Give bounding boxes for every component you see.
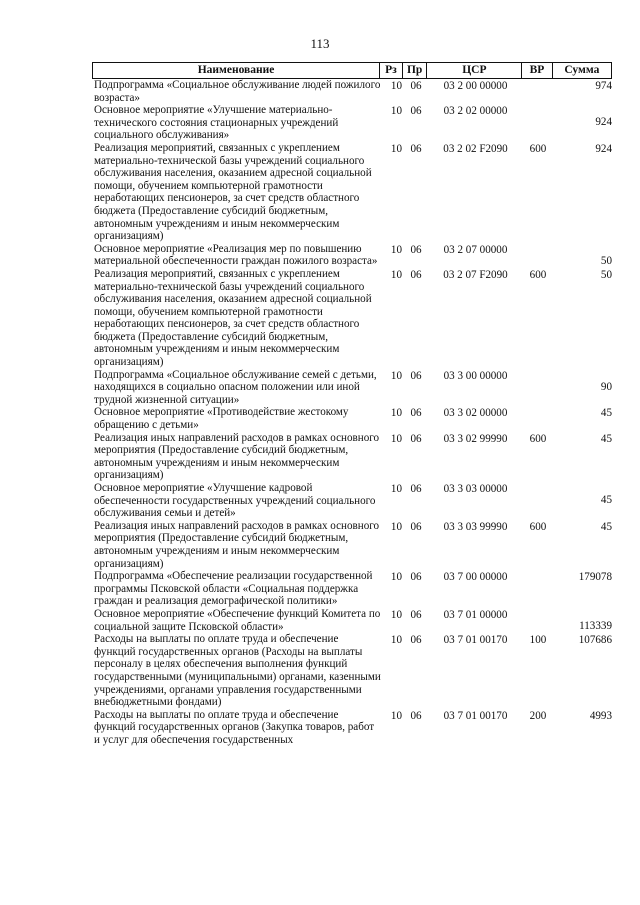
- row-pr: 06: [410, 432, 422, 445]
- row-rz: 10: [390, 268, 402, 281]
- row-sum: 45: [600, 407, 612, 420]
- row-rz: 10: [390, 369, 402, 382]
- row-pr: 06: [410, 571, 422, 584]
- row-sum: 45: [600, 520, 612, 533]
- row-sum: 45: [600, 494, 612, 506]
- row-vr: [523, 482, 553, 483]
- page-number: 113: [310, 36, 330, 51]
- row-csr: 03 7 01 00000: [443, 608, 508, 621]
- row-pr: 06: [410, 483, 422, 495]
- table-row: [92, 406, 612, 431]
- table-row: [92, 520, 612, 570]
- row-csr: 03 2 07 00000: [443, 243, 508, 256]
- row-pr: 06: [410, 520, 422, 533]
- row-csr: 03 7 00 00000: [443, 571, 508, 584]
- table-row: [92, 104, 612, 142]
- row-rz: 10: [390, 571, 402, 584]
- row-sum: 974: [595, 80, 612, 92]
- row-pr: 06: [410, 634, 422, 647]
- table-row: [92, 142, 612, 243]
- header-pr: Пр: [402, 63, 427, 78]
- row-name: Подпрограмма «Обеспечение реализации государственной программы Псковской области «Социальная поддержка граждан и реализация демографической политики»: [94, 570, 373, 608]
- table-row: [92, 369, 612, 407]
- table-row: [92, 432, 612, 482]
- row-pr: 06: [410, 709, 422, 722]
- row-csr: 03 3 02 99990: [443, 432, 508, 445]
- row-rz: 10: [390, 709, 402, 722]
- row-name: Реализация мероприятий, связанных с укреплением материально-технической базы учреждений социального обслуживания населения, оказанием адресной социальной помощи, обучением компьютерной грамотности неработающих пенсионеров, за счет средств областного бюджета (Предоставление субсидий бюджетным, автономным учреждениям и иным некоммерческим организациям): [94, 141, 372, 243]
- row-csr: 03 3 03 99990: [443, 520, 508, 533]
- row-rz: 10: [390, 407, 402, 420]
- row-name: Подпрограмма «Социальное обслуживание людей пожилого возраста»: [94, 79, 381, 104]
- row-csr: 03 3 03 00000: [443, 483, 508, 495]
- row-csr: 03 2 07 F2090: [443, 268, 508, 281]
- row-pr: 06: [410, 268, 422, 281]
- row-pr: 06: [410, 80, 422, 92]
- table-row: [92, 709, 612, 747]
- row-csr: 03 7 01 00170: [443, 709, 508, 722]
- row-pr: 06: [410, 407, 422, 420]
- row-vr: 100: [529, 634, 547, 647]
- table-header: [92, 62, 612, 79]
- table-row: [92, 79, 612, 104]
- row-vr: [523, 79, 553, 80]
- row-rz: 10: [390, 105, 402, 118]
- budget-table: [92, 62, 612, 746]
- header-name: Наименование: [197, 64, 275, 76]
- row-vr: [523, 104, 553, 105]
- table-row: [92, 268, 612, 369]
- row-name: Расходы на выплаты по оплате труда и обеспечение функций государственных органов (Закупка товаров, работ и услуг для обеспечения государственных: [94, 708, 375, 746]
- table-row: [92, 633, 612, 709]
- row-pr: 06: [410, 105, 422, 118]
- row-sum: 50: [600, 268, 612, 281]
- row-pr: 06: [410, 142, 422, 155]
- row-rz: 10: [390, 520, 402, 533]
- row-rz: 10: [390, 483, 402, 495]
- row-sum: 113339: [579, 619, 612, 632]
- row-csr: 03 3 00 00000: [443, 369, 508, 382]
- row-csr: 03 3 02 00000: [443, 407, 508, 420]
- row-name: Реализация иных направлений расходов в рамках основного мероприятия (Предоставление субсидий бюджетным, автономным учреждениям и иным некоммерческим организациям): [94, 519, 380, 570]
- row-csr: 03 7 01 00170: [443, 634, 508, 647]
- row-vr: 600: [529, 432, 547, 445]
- table-row: [92, 570, 612, 608]
- row-rz: 10: [390, 80, 402, 92]
- row-vr: [523, 570, 553, 571]
- header-sum: Сумма: [552, 63, 611, 78]
- row-name: Подпрограмма «Социальное обслуживание семей с детьми, находящихся в социально опасном положении или иной трудной жизненной ситуации»: [94, 368, 377, 406]
- row-vr: 600: [529, 142, 547, 155]
- row-rz: 10: [390, 608, 402, 621]
- row-name: Основное мероприятие «Обеспечение функций Комитета по социальной защите Псковской области»: [94, 607, 381, 633]
- row-vr: [523, 406, 553, 407]
- row-name: Основное мероприятие «Противодействие жестокому обращению с детьми»: [94, 406, 349, 432]
- table-row: [92, 243, 612, 268]
- row-sum: 50: [600, 254, 612, 267]
- row-rz: 10: [390, 432, 402, 445]
- table-row: [92, 608, 612, 633]
- row-rz: 10: [390, 142, 402, 155]
- row-vr: [523, 608, 553, 609]
- row-vr: 200: [529, 709, 547, 722]
- row-name: Основное мероприятие «Улучшение кадровой обеспеченности государственных учреждений социального обслуживания семьи и детей»: [94, 482, 376, 520]
- row-name: Основное мероприятие «Улучшение материально-технического состояния стационарных учреждений социального обслуживания»: [94, 104, 339, 142]
- row-pr: 06: [410, 243, 422, 256]
- row-vr: 600: [529, 520, 547, 533]
- row-sum: 924: [595, 116, 612, 129]
- row-vr: 600: [529, 268, 547, 281]
- row-pr: 06: [410, 369, 422, 382]
- row-sum: 90: [600, 380, 612, 393]
- table-row: [92, 482, 612, 520]
- row-name: Расходы на выплаты по оплате труда и обеспечение функций государственных органов (Расходы на выплаты персоналу в целях обеспечения выполнения функций государственными (муниципальными) органами, казенными учреждениями, органами управления государственными внебюджетными фондами): [94, 633, 381, 709]
- row-sum: 179078: [578, 571, 612, 584]
- row-sum: 924: [595, 142, 612, 155]
- header-csr: ЦСР: [426, 63, 521, 78]
- header-rz: Рз: [379, 63, 402, 78]
- header-vr: ВР: [521, 63, 552, 78]
- row-name: Основное мероприятие «Реализация мер по повышению материальной обеспеченности граждан пожилого возраста»: [94, 242, 378, 268]
- row-csr: 03 2 00 00000: [443, 80, 508, 92]
- row-rz: 10: [390, 634, 402, 647]
- row-csr: 03 2 02 00000: [443, 105, 508, 118]
- row-sum: 107686: [578, 634, 612, 647]
- row-vr: [523, 243, 553, 244]
- row-name: Реализация иных направлений расходов в рамках основного мероприятия (Предоставление субсидий бюджетным, автономным учреждениям и иным некоммерческим организациям): [94, 431, 380, 482]
- row-vr: [523, 369, 553, 370]
- row-pr: 06: [410, 608, 422, 621]
- row-csr: 03 2 02 F2090: [443, 142, 508, 155]
- row-sum: 4993: [589, 709, 612, 722]
- row-sum: 45: [600, 432, 612, 445]
- row-rz: 10: [390, 243, 402, 256]
- row-name: Реализация мероприятий, связанных с укреплением материально-технической базы учреждений социального обслуживания населения, оказанием адресной социальной помощи, обучением компьютерной грамотности неработающих пенсионеров, за счет средств областного бюджета (Предоставление субсидий бюджетным, автономным учреждениям и иным некоммерческим организациям): [94, 267, 372, 369]
